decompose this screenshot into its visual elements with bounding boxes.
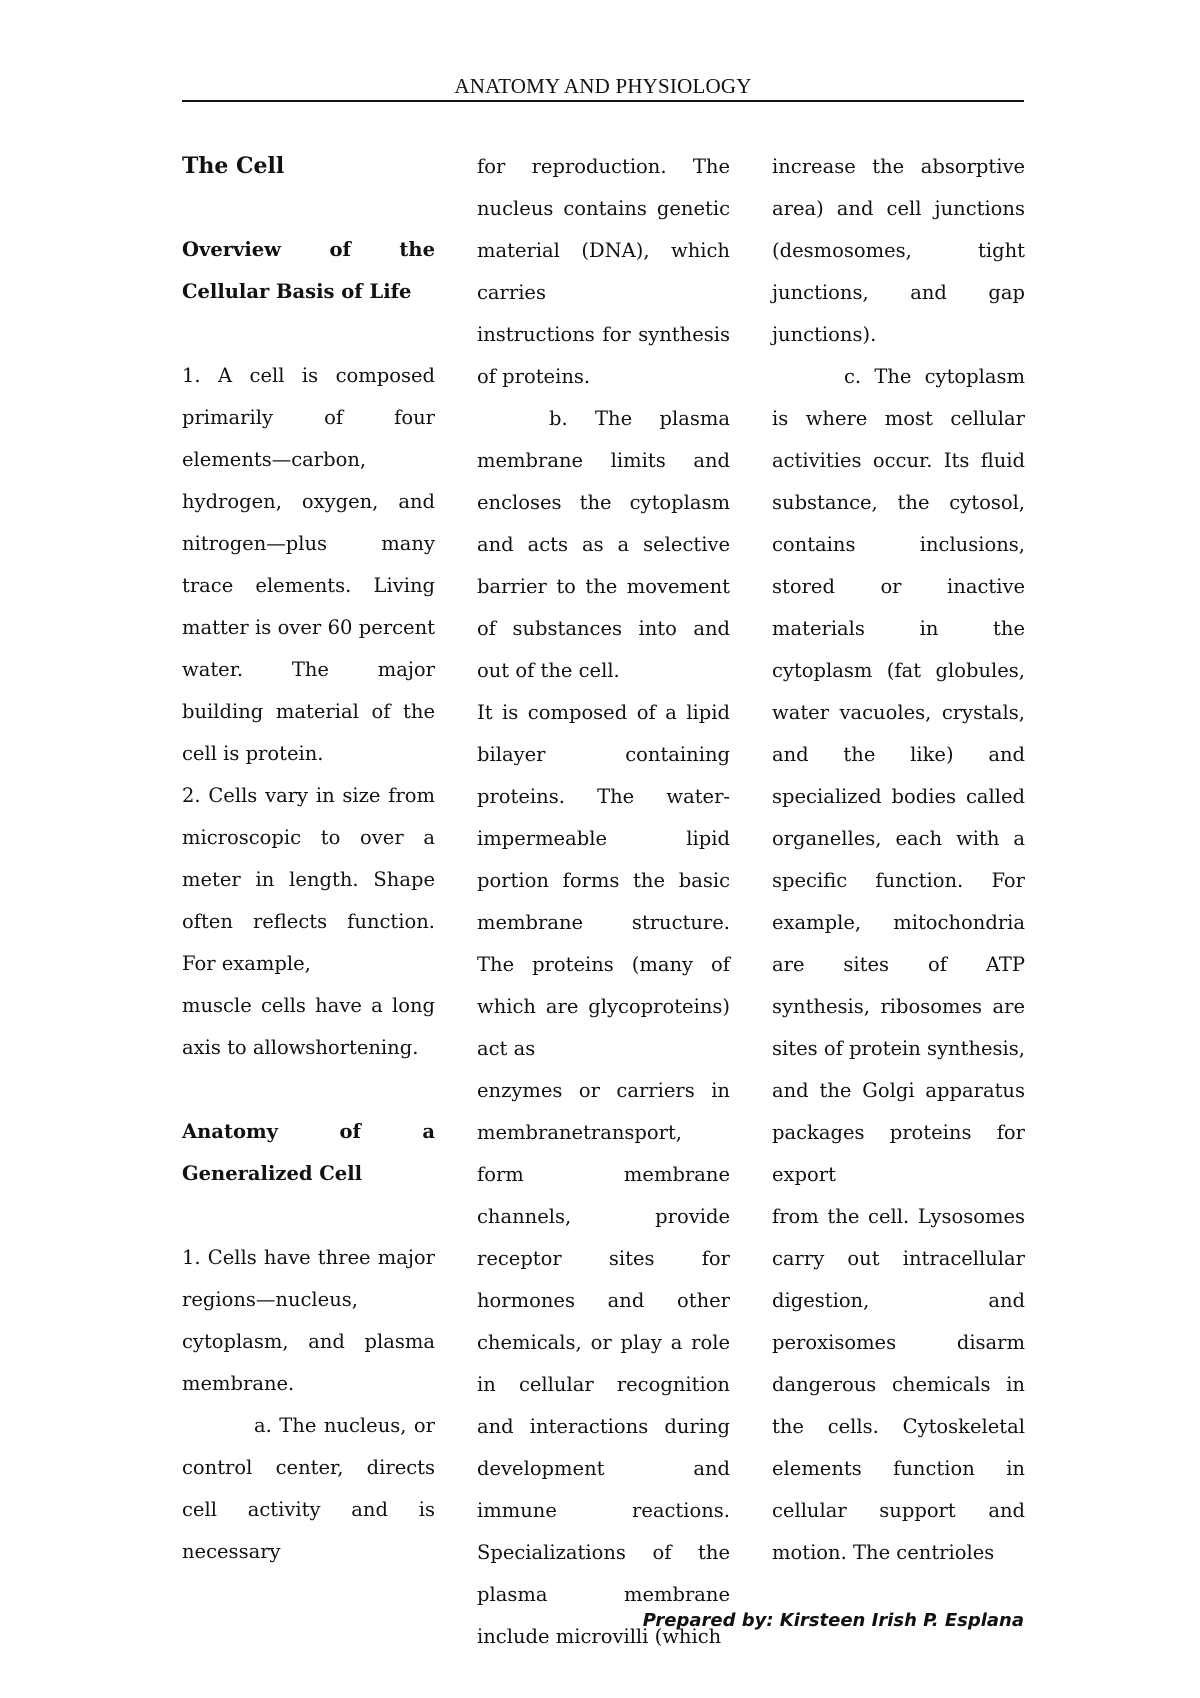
paragraph: instructions for synthesis of proteins. [477, 323, 730, 388]
paragraph: 2. Cells vary in size from microscopic to over a meter in length. Shape often reflects function. For example, [182, 784, 435, 975]
section-title: The Cell [182, 153, 285, 179]
paragraph: a. The nucleus, or control center, directs cell activity and is necessary [182, 1414, 435, 1563]
paragraph: c. The cytoplasm is where most cellular activities occur. Its fluid substance, the cytosol, contains inclusions, stored or inactive materials in the cytoplasm (fat globules, water vacuoles, crystals, and the like) and specialized bodies called organelles, each with a specific function. For example, mitochondria are sites of ATP synthesis, ribosomes are sites of protein synthesis, and the Golgi apparatus packages proteins for export [772, 365, 1025, 1186]
subheading-overview: Overview of the Cellular Basis of Life [182, 238, 435, 303]
text-column-3 [772, 146, 1025, 1574]
subheading-anatomy: Anatomy of a Generalized Cell [182, 1120, 435, 1185]
spacer [182, 187, 435, 229]
paragraph: enzymes or carriers in membranetransport, form membrane channels, provide receptor sites for hormones and other chemicals, or play a role in cellular recognition and interactions during development and immune reactions. Specializations of the plasma membrane include microvilli (which [477, 1079, 730, 1648]
spacer [182, 313, 435, 355]
paragraph: 1. A cell is composed primarily of four elements—carbon, hydrogen, oxygen, and nitrogen—plus many trace elements. Living matter is over 60 percent water. The major building material of the cell is protein. [182, 364, 435, 765]
paragraph: for reproduction. The nucleus contains genetic material (DNA), which carries [477, 155, 730, 304]
text-column-1 [182, 145, 435, 1573]
paragraph: increase the absorptive area) and cell junctions (desmosomes, tight junctions, and gap junctions). [772, 155, 1025, 346]
spacer [182, 1195, 435, 1237]
text-column-2 [477, 146, 730, 1658]
page-header-title: ANATOMY AND PHYSIOLOGY [454, 74, 752, 98]
paragraph: from the cell. Lysosomes carry out intracellular digestion, and peroxisomes disarm dangerous chemicals in the cells. Cytoskeletal elements function in cellular support and motion. The centrioles [772, 1205, 1025, 1564]
paragraph: It is composed of a lipid bilayer containing proteins. The water-impermeable lipid portion forms the basic membrane structure. The proteins (many of which are glycoproteins) act as [477, 701, 730, 1060]
page-footer-author: Prepared by: Kirsteen Irish P. Esplana [642, 1610, 1024, 1631]
paragraph: b. The plasma membrane limits and encloses the cytoplasm and acts as a selective barrier to the movement of substances into and out of the cell. [477, 407, 730, 682]
header-divider [182, 100, 1024, 102]
paragraph: 1. Cells have three major regions—nucleus, cytoplasm, and plasma membrane. [182, 1246, 435, 1395]
spacer [182, 1069, 435, 1111]
paragraph: muscle cells have a long axis to allowshortening. [182, 994, 435, 1059]
